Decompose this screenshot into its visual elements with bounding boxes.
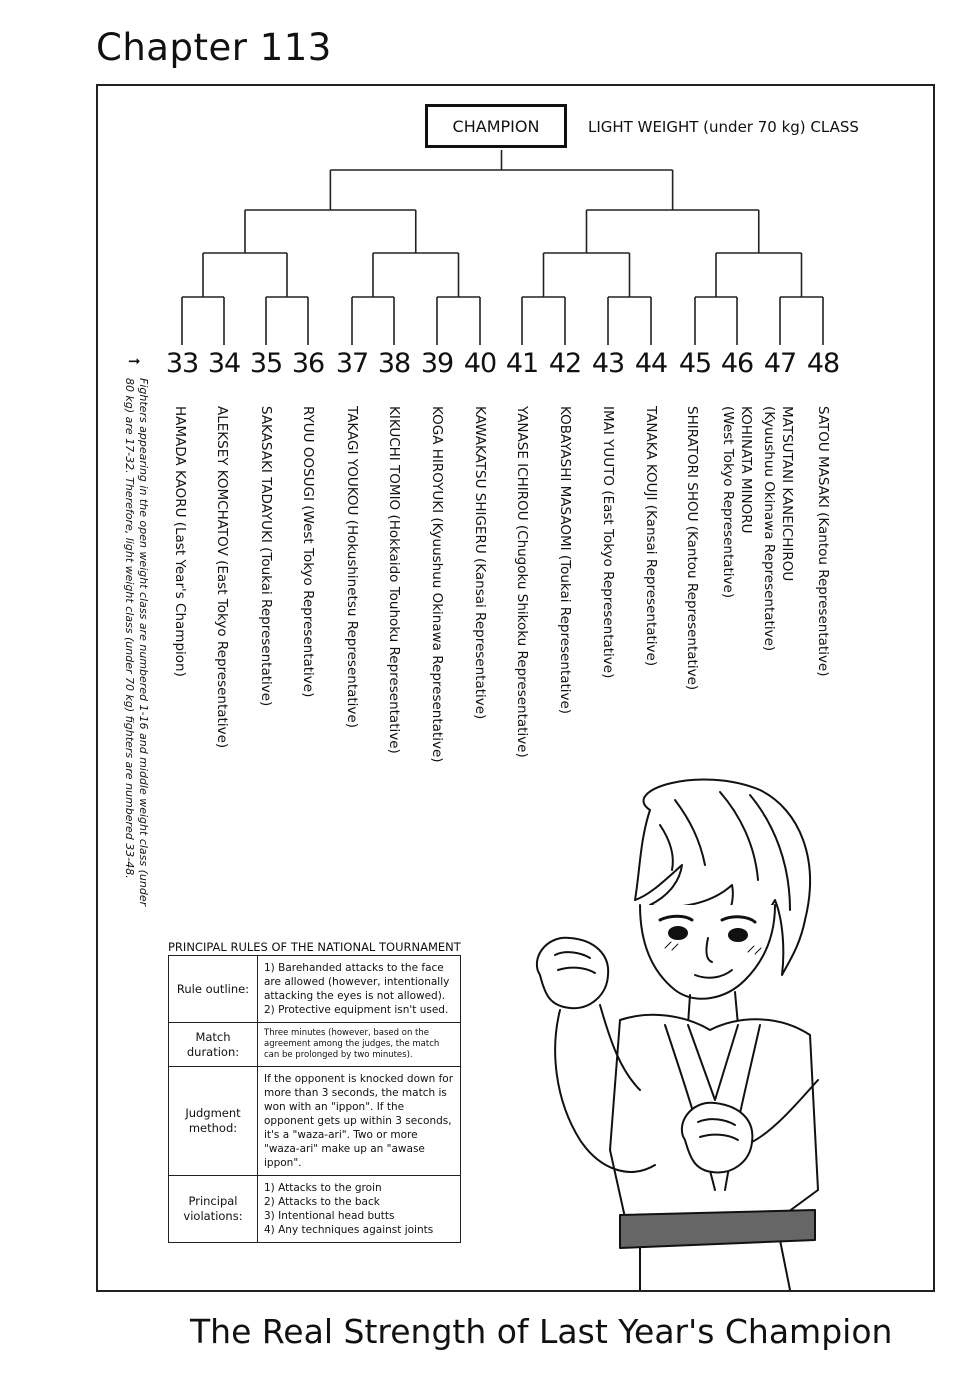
seed-number: 40: [463, 348, 497, 379]
fighter-name: KOBAYASHI MASAOMI (Toukai Representative): [557, 406, 573, 715]
fighter-entry: [556, 406, 574, 714]
rules-title: PRINCIPAL RULES OF THE NATIONAL TOURNAMENT: [168, 940, 461, 954]
rules-row: [169, 956, 461, 1023]
seed-number: 47: [763, 348, 797, 379]
fighter-entry: [719, 406, 755, 598]
fighter-entry: [171, 406, 189, 677]
fighter-entry: [683, 406, 701, 690]
fighter-name: KAWAKATSU SHIGERU (Kansai Representative): [472, 406, 488, 720]
fighter-name: KIKUCHI TOMIO (Hokkaido Touhoku Representative): [386, 406, 402, 754]
fighter-name: TAKAGI YOUKOU (Hokushinetsu Representative): [344, 406, 360, 728]
fighter-name: ALEKSEY KOMCHATOV (East Tokyo Representative): [214, 406, 230, 749]
rule-line: 3) Intentional head butts: [264, 1210, 395, 1222]
weight-class-label: LIGHT WEIGHT (under 70 kg) CLASS: [588, 118, 859, 136]
rule-key: Principal violations:: [169, 1176, 258, 1243]
fighter-entry: [343, 406, 361, 728]
seed-number: 39: [420, 348, 454, 379]
rule-line: 1) Attacks to the groin: [264, 1182, 382, 1194]
rule-key: Match duration:: [169, 1023, 258, 1067]
fighter-name: HAMADA KAORU (Last Year's Champion): [172, 406, 188, 677]
fighter-entry: [428, 406, 446, 763]
rules-row: [169, 1176, 461, 1243]
fighter-entry: [642, 406, 660, 666]
fighter-entry: [599, 406, 617, 678]
rule-value: [258, 956, 461, 1023]
footnote-line-2: 80 kg) are 17-32. Therefore, light weight class (under 70 kg) fighters are numbered 33-48.: [123, 378, 136, 879]
fighter-entry: [513, 406, 531, 758]
fighter-entry: [299, 406, 317, 697]
tournament-bracket: [0, 0, 971, 400]
seed-number: 43: [591, 348, 625, 379]
fighter-name: SATOU MASAKI (Kantou Representative): [815, 406, 831, 677]
fighter-entry: [213, 406, 231, 748]
rules-table: [168, 955, 461, 1243]
rule-value: [258, 1023, 461, 1067]
seed-number: 44: [634, 348, 668, 379]
seed-number: 34: [207, 348, 241, 379]
rules-row: [169, 1067, 461, 1176]
fighter-entry: [385, 406, 403, 754]
rule-line: 1) Barehanded attacks to the face are allowed (however, intentionally attacking the eyes is not allowed).: [264, 962, 450, 1002]
rule-key: Judgment method:: [169, 1067, 258, 1176]
fighter-entry: [257, 406, 275, 706]
fighter-entry: [760, 406, 796, 651]
fighter-name: SHIRATORI SHOU (Kantou Representative): [684, 406, 700, 691]
rule-line: If the opponent is knocked down for more than 3 seconds, the match is won with an "ippon". If the opponent gets up within 3 seconds, it's a "waza-ari". Two or more "waza-ari" make up an "awase ippon".: [264, 1073, 454, 1169]
fighter-name: YANASE ICHIROU (Chugoku Shikoku Representative): [514, 406, 530, 758]
rule-line: 2) Protective equipment isn't used.: [264, 1004, 449, 1016]
seed-number: 33: [165, 348, 199, 379]
rule-line: 2) Attacks to the back: [264, 1196, 380, 1208]
footnote-line-1: Fighters appearing in the open weight class are numbered 1-16 and middle weight class (under: [137, 378, 150, 907]
fighter-entry: [471, 406, 489, 719]
champion-box: CHAMPION: [425, 104, 567, 148]
fighter-name: RYUU OOSUGI (West Tokyo Representative): [300, 406, 316, 698]
fighter-name: KOGA HIROYUKI (Kyuushuu Okinawa Representative): [429, 406, 445, 763]
seed-number: 45: [678, 348, 712, 379]
rule-line: Three minutes (however, based on the agreement among the judges, the match can be prolonged by two minutes).: [264, 1028, 440, 1060]
rule-key: Rule outline:: [169, 956, 258, 1023]
seed-number: 41: [505, 348, 539, 379]
rule-value: [258, 1176, 461, 1243]
chapter-title: Chapter 113: [96, 26, 332, 69]
fighter-affiliation: (Kyuushuu Okinawa Representative): [761, 406, 777, 652]
seed-number: 36: [291, 348, 325, 379]
fighter-name: KOHINATA MINORU: [738, 406, 754, 534]
seed-number: 48: [806, 348, 840, 379]
fighter-entry: [814, 406, 832, 677]
fighter-name: MATSUTANI KANEICHIROU: [779, 406, 795, 582]
seed-number: 37: [335, 348, 369, 379]
rule-value: [258, 1067, 461, 1176]
seed-number: 35: [249, 348, 283, 379]
fighter-affiliation: (West Tokyo Representative): [720, 406, 736, 599]
fighter-illustration: [500, 770, 820, 1290]
chapter-subtitle: The Real Strength of Last Year's Champion: [190, 1312, 893, 1351]
arrow-icon: ➞: [128, 352, 141, 370]
fighter-name: SAKASAKI TADAYUKI (Toukai Representative): [258, 406, 274, 707]
seed-number: 46: [720, 348, 754, 379]
rules-row: [169, 1023, 461, 1067]
fighter-name: TANAKA KOUJI (Kansai Representative): [643, 406, 659, 667]
seed-number: 38: [377, 348, 411, 379]
footnote: [122, 378, 150, 918]
seed-number: 42: [548, 348, 582, 379]
rule-line: 4) Any techniques against joints: [264, 1224, 434, 1236]
fighter-name: IMAI YUUTO (East Tokyo Representative): [600, 406, 616, 679]
